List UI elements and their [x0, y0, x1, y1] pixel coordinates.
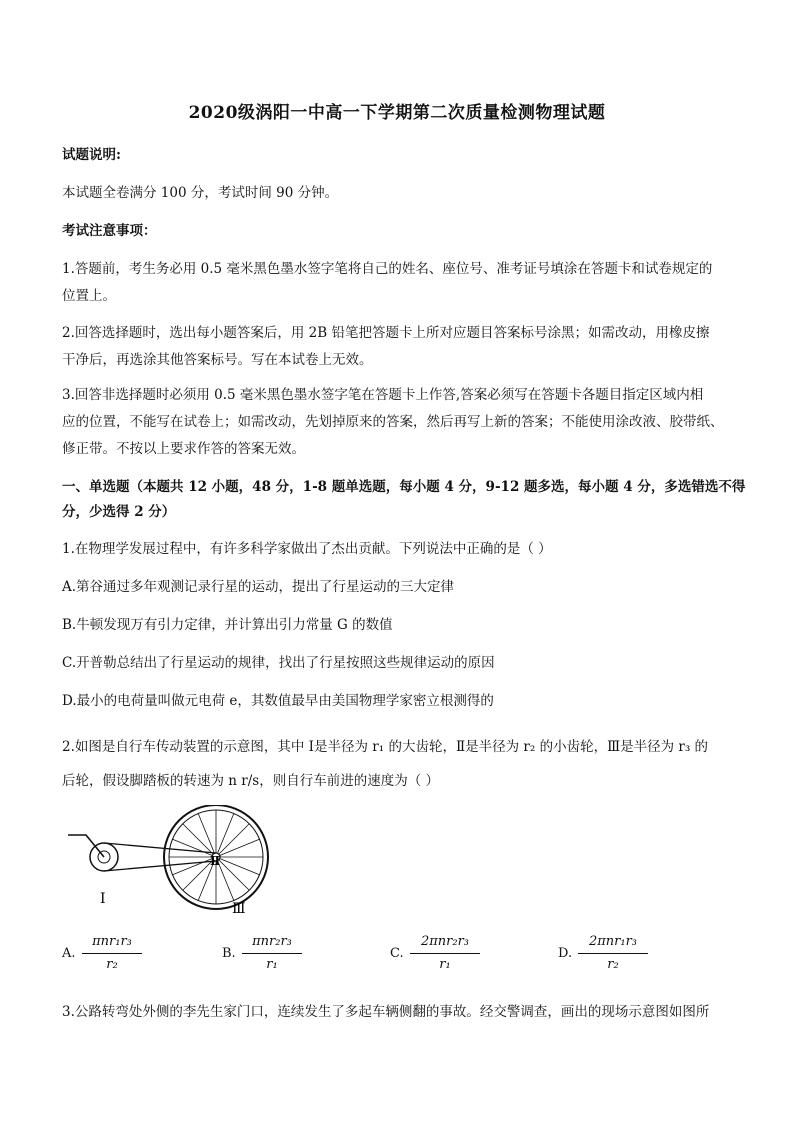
option-letter: D. [558, 946, 573, 961]
option-fraction [242, 932, 302, 975]
note-text: 本试题全卷满分 100 分，考试时间 90 分钟。 [62, 185, 339, 201]
rule-1-line-1: 1.答题前，考生务必用 0.5 毫米黑色墨水签字笔将自己的姓名、座位号、准考证号填涂在答题卡和试卷规定的 [62, 261, 713, 277]
fraction-numerator: πnr₁r₃ [92, 934, 132, 949]
rule-1-line-2: 位置上。 [62, 288, 116, 304]
section-1-heading-line-2: 分，少选得 2 分） [62, 504, 176, 520]
fraction-bar [578, 953, 648, 954]
fraction-bar [410, 953, 480, 954]
page-title: 2020级涡阳一中高一下学期第二次质量检测物理试题 [188, 103, 606, 123]
label-gear-2: Ⅱ [210, 854, 221, 868]
rule-3-line-2: 应的位置，不能写在试卷上；如需改动，先划掉原来的答案，然后再写上新的答案；不能使用涂改液、胶带纸、 [62, 414, 724, 430]
question-2-option-d [558, 932, 688, 980]
rule-3-line-1: 3.回答非选择题时必须用 0.5 毫米黑色墨水签字笔在答题卡上作答,答案必须写在答题卡各题目指定区域内相 [62, 387, 704, 403]
option-letter: A. [62, 946, 76, 961]
rule-3-line-3: 修正带。不按以上要求作答的答案无效。 [62, 441, 305, 457]
section-1-heading-line-1: 一、单选题（本题共 12 小题，48 分，1-8 题单选题，每小题 4 分，9-12 题多选，每小题 4 分，多选错选不得 [62, 479, 746, 495]
question-2-option-c [390, 932, 520, 980]
fraction-bar [242, 953, 302, 954]
fraction-denominator: r₂ [106, 957, 118, 972]
question-3-stem-line-1: 3.公路转弯处外侧的李先生家门口，连续发生了多起车辆侧翻的事故。经交警调查，画出的现场示意图如图所 [62, 1004, 710, 1020]
fraction-bar [82, 953, 142, 954]
option-fraction [410, 932, 480, 975]
label-gear-1: Ⅰ [100, 891, 106, 907]
fraction-numerator: 2πnr₁r₃ [588, 934, 638, 949]
fraction-denominator: r₁ [439, 957, 451, 972]
rule-2-line-1: 2.回答选择题时，选出每小题答案后，用 2B 铅笔把答题卡上所对应题目答案标号涂黑；如需改动，用橡皮擦 [62, 325, 710, 341]
question-2-option-a [62, 932, 182, 980]
question-2-option-b [222, 932, 342, 980]
option-fraction [578, 932, 648, 975]
fraction-denominator: r₁ [266, 957, 278, 972]
question-1-option-d: D.最小的电荷量叫做元电荷 e，其数值最早由美国物理学家密立根测得的 [62, 693, 494, 709]
option-letter: B. [222, 946, 236, 961]
fraction-denominator: r₂ [607, 957, 619, 972]
question-1-option-a: A.第谷通过多年观测记录行星的运动，提出了行星运动的三大定律 [62, 579, 455, 595]
note-heading: 试题说明: [62, 147, 121, 163]
option-letter: C. [390, 946, 404, 961]
bicycle-transmission-drawing [60, 805, 280, 915]
option-fraction [82, 932, 142, 975]
attention-heading: 考试注意事项： [62, 223, 157, 239]
fraction-numerator: 2πnr₂r₃ [420, 934, 470, 949]
fraction-numerator: πnr₂r₃ [252, 934, 292, 949]
question-2-stem-line-1: 2.如图是自行车传动装置的示意图，其中 Ⅰ是半径为 r₁ 的大齿轮，Ⅱ是半径为 r₂ 的小齿轮，Ⅲ是半径为 r₃ 的 [62, 739, 709, 755]
question-1-stem: 1.在物理学发展过程中，有许多科学家做出了杰出贡献。下列说法中正确的是（ ） [62, 541, 552, 557]
rule-2-line-2: 干净后，再选涂其他答案标号。写在本试卷上无效。 [62, 352, 373, 368]
bicycle-transmission-figure [60, 805, 280, 915]
question-1-option-c: C.开普勒总结出了行星运动的规律，找出了行星按照这些规律运动的原因 [62, 655, 495, 671]
label-gear-3: Ⅲ [232, 901, 246, 915]
chain-bottom [104, 861, 216, 871]
question-2-stem-line-2: 后轮，假设脚踏板的转速为 n r/s，则自行车前进的速度为（ ） [62, 773, 439, 789]
chain-top [104, 843, 216, 853]
question-1-option-b: B.牛顿发现万有引力定律，并计算出引力常量 G 的数值 [62, 617, 393, 633]
